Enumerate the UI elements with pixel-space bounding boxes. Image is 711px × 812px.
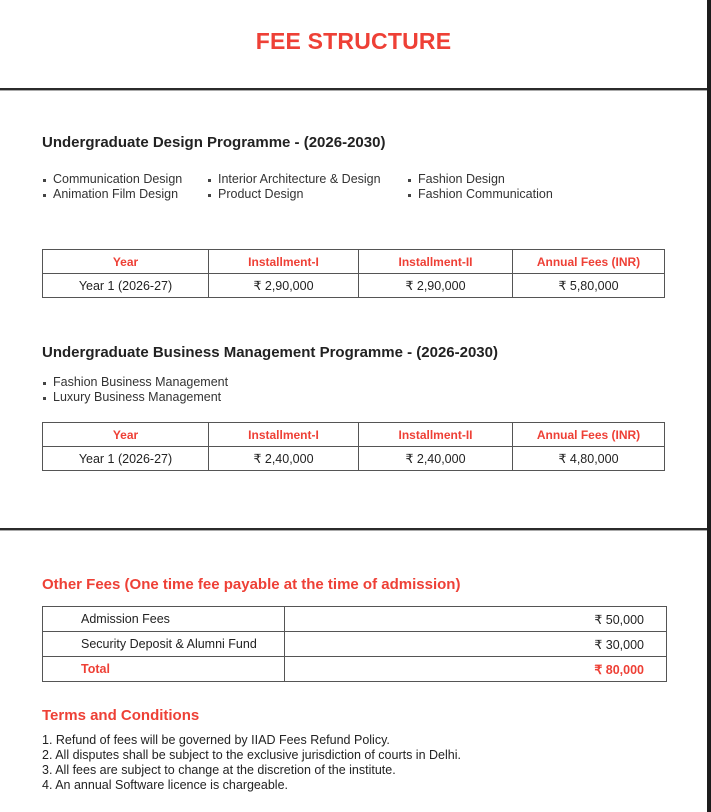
total-label: Total bbox=[43, 657, 285, 682]
table-header-row bbox=[43, 423, 665, 447]
course-item: Fashion Business Management bbox=[42, 375, 228, 390]
divider-top bbox=[0, 88, 707, 91]
cell-installment-2: ₹ 2,40,000 bbox=[359, 447, 513, 471]
header-year: Year bbox=[43, 250, 209, 274]
course-item: Communication Design bbox=[42, 172, 182, 187]
cell-year: Year 1 (2026-27) bbox=[43, 274, 209, 298]
table-row bbox=[43, 632, 667, 657]
business-programme-heading: Undergraduate Business Management Programme - (2026-2030) bbox=[42, 344, 498, 361]
divider-middle bbox=[0, 528, 707, 531]
terms-list bbox=[42, 733, 461, 793]
fee-value: ₹ 30,000 bbox=[285, 632, 667, 657]
other-fees-heading: Other Fees (One time fee payable at the time of admission) bbox=[42, 576, 461, 593]
header-installment-2: Installment-II bbox=[359, 423, 513, 447]
design-programme-heading: Undergraduate Design Programme - (2026-2030) bbox=[42, 134, 386, 151]
course-item: Luxury Business Management bbox=[42, 390, 228, 405]
page-title: FEE STRUCTURE bbox=[255, 28, 452, 54]
course-item: Interior Architecture & Design bbox=[207, 172, 381, 187]
cell-installment-1: ₹ 2,90,000 bbox=[209, 274, 359, 298]
terms-heading: Terms and Conditions bbox=[42, 707, 200, 724]
total-row bbox=[43, 657, 667, 682]
table-row bbox=[43, 607, 667, 632]
total-value: ₹ 80,000 bbox=[285, 657, 667, 682]
course-item: Product Design bbox=[207, 187, 381, 202]
fee-label: Admission Fees bbox=[43, 607, 285, 632]
cell-annual-fees: ₹ 4,80,000 bbox=[513, 447, 665, 471]
cell-year: Year 1 (2026-27) bbox=[43, 447, 209, 471]
header-installment-1: Installment-I bbox=[209, 250, 359, 274]
business-courses bbox=[42, 375, 228, 405]
table-row bbox=[43, 447, 665, 471]
design-fee-table bbox=[42, 249, 665, 298]
cell-annual-fees: ₹ 5,80,000 bbox=[513, 274, 665, 298]
design-courses-col3 bbox=[407, 172, 553, 202]
other-fees-table bbox=[42, 606, 667, 682]
term-item: 1. Refund of fees will be governed by IIAD Fees Refund Policy. bbox=[42, 733, 390, 747]
design-courses-col2 bbox=[207, 172, 381, 202]
term-item: 2. All disputes shall be subject to the exclusive jurisdiction of courts in Delhi. bbox=[42, 748, 461, 762]
design-courses-col1 bbox=[42, 172, 182, 202]
course-item: Animation Film Design bbox=[42, 187, 182, 202]
cell-installment-1: ₹ 2,40,000 bbox=[209, 447, 359, 471]
header-annual-fees: Annual Fees (INR) bbox=[513, 250, 665, 274]
fee-value: ₹ 50,000 bbox=[285, 607, 667, 632]
table-header-row bbox=[43, 250, 665, 274]
course-item: Fashion Communication bbox=[407, 187, 553, 202]
term-item: 3. All fees are subject to change at the discretion of the institute. bbox=[42, 763, 396, 777]
header-year: Year bbox=[43, 423, 209, 447]
header-annual-fees: Annual Fees (INR) bbox=[513, 423, 665, 447]
course-item: Fashion Design bbox=[407, 172, 553, 187]
fee-label: Security Deposit & Alumni Fund bbox=[43, 632, 285, 657]
header-installment-1: Installment-I bbox=[209, 423, 359, 447]
scrollbar-edge bbox=[707, 0, 711, 812]
table-row bbox=[43, 274, 665, 298]
term-item: 4. An annual Software licence is chargeable. bbox=[42, 778, 288, 792]
cell-installment-2: ₹ 2,90,000 bbox=[359, 274, 513, 298]
header-installment-2: Installment-II bbox=[359, 250, 513, 274]
business-fee-table bbox=[42, 422, 665, 471]
